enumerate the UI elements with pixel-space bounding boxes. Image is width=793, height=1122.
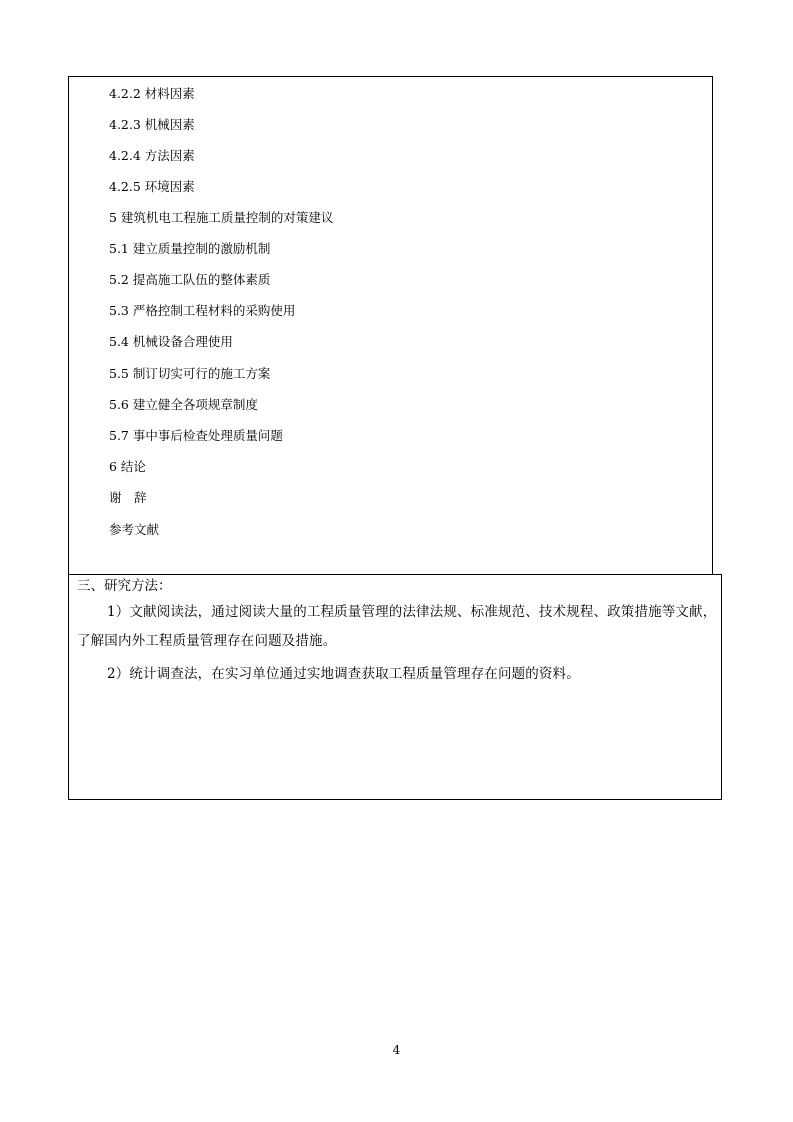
toc-item: 5.7 事中事后检查处理质量问题: [109, 428, 283, 443]
toc-item: 6 结论: [109, 459, 146, 474]
toc-item: 4.2.4 方法因素: [109, 148, 195, 163]
toc-item: 5.2 提高施工队伍的整体素质: [109, 272, 271, 287]
toc-item: 5.4 机械设备合理使用: [109, 334, 233, 349]
method-paragraph: 2）统计调查法，在实习单位通过实地调查获取工程质量管理存在问题的资料。: [107, 666, 580, 682]
toc-cell: [68, 76, 713, 575]
toc-item: 5.6 建立健全各项规章制度: [109, 397, 258, 412]
toc-item: 4.2.5 环境因素: [109, 179, 195, 194]
toc-item: 5.3 严格控制工程材料的采购使用: [109, 303, 296, 318]
toc-item: 5 建筑机电工程施工质量控制的对策建议: [109, 210, 334, 225]
research-methods-cell: [68, 574, 722, 800]
toc-item: 4.2.2 材料因素: [109, 86, 195, 101]
toc-item: 5.5 制订切实可行的施工方案: [109, 366, 271, 381]
toc-item: 4.2.3 机械因素: [109, 117, 195, 132]
toc-item: 谢 辞: [109, 490, 147, 505]
page-number: 4: [392, 1043, 401, 1057]
toc-item: 5.1 建立质量控制的激励机制: [109, 241, 271, 256]
method-paragraph: 1）文献阅读法，通过阅读大量的工程质量管理的法律法规、标准规范、技术规程、政策措施等文献，了解国内外工程质量管理存在问题及措施。: [77, 604, 717, 649]
toc-item: 参考文献: [109, 522, 160, 537]
section-title: 三、研究方法：: [77, 578, 172, 594]
